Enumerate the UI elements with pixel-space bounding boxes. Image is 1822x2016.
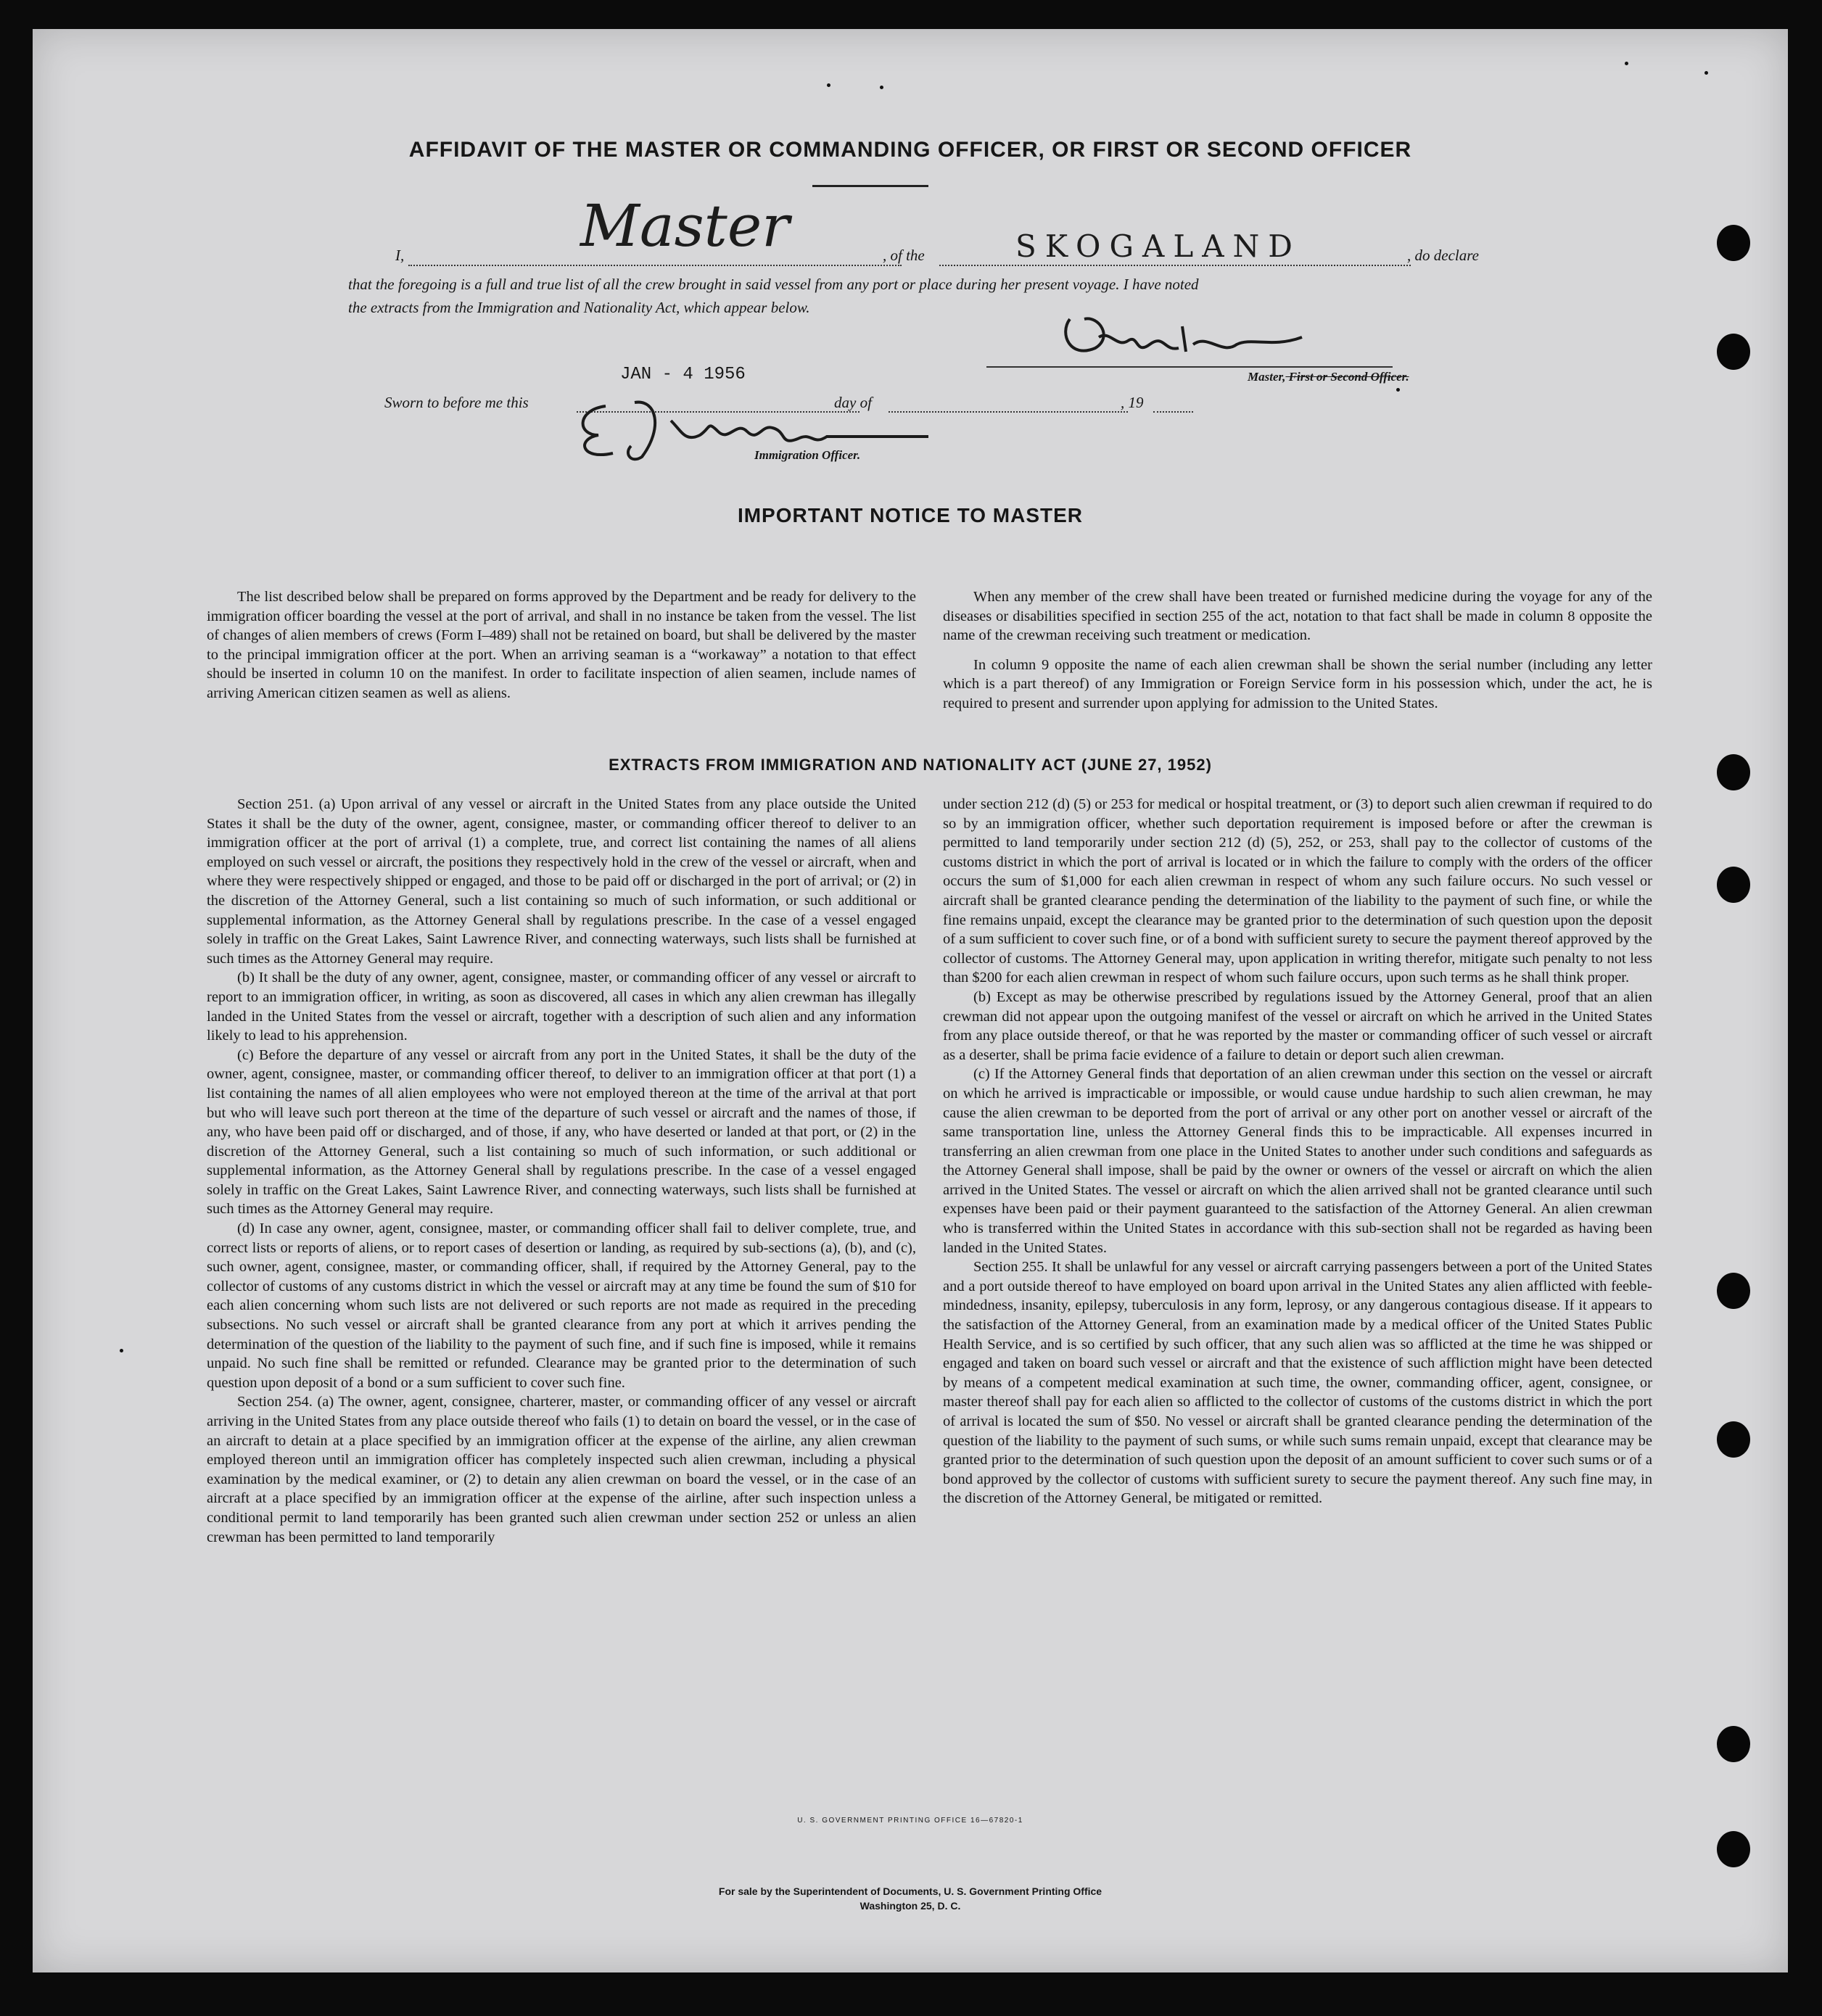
- notice-title: IMPORTANT NOTICE TO MASTER: [737, 504, 1084, 526]
- printing-office-line: U. S. GOVERNMENT PRINTING OFFICE 16—67820-1: [797, 1817, 1023, 1825]
- statute-paragraph: Section 254. (a) The owner, agent, consignee, charterer, master, or commanding officer of any vessel or aircraft arriving in the United States from any place outside thereof who fails (1) to detain on board the vessel, or in the case of an aircraft to detain at a place specified by an immigration officer at the expense of the airline, any alien crewman employed thereon until an immigration officer has completely inspected such alien crewman, including a physical examination by the medical examiner, or (2) to detain any alien crewman on board the vessel, or in the case of an aircraft at a place specified by an immigration officer at the expense of the airline, after such inspection unless a conditional permit to land temporarily has been granted such alien crewman under section 252 or unless an alien crewman has been permitted to land temporarily: [207, 1394, 916, 1545]
- date-stamp: JAN - 4 1956: [620, 365, 746, 384]
- year-prefix-label: , 19: [1121, 394, 1144, 411]
- ink-speck: [1704, 71, 1708, 75]
- statute-paragraph: (d) In case any owner, agent, consignee, master, or commanding officer shall fail to deliver complete, true, and correct lists or reports of aliens, or to report cases of desertion or landing, as required by sub-sections (a), (b), and (c), such owner, agent, consignee, master, or commanding officer, shall, if required by the Attorney General, pay to the collector of customs of any customs district in which the vessel or aircraft may at any time be found the sum of $10 for each alien concerning whom such lists are not delivered or such reports are not made as required in the preceding subsections. No such vessel or aircraft shall be granted clearance from any port at which it arrives pending the determination of the question of the liability to the payment of such fine, and if such fine is imposed, while it remains unpaid. No such fine shall be remitted or refunded. Clearance may be granted prior to the determination of such question upon deposit of a bond or a sum sufficient to cover such fine.: [207, 1220, 916, 1391]
- notice-right-column: [943, 587, 1652, 714]
- punch-hole: [1717, 334, 1750, 370]
- statute-paragraph: (c) If the Attorney General finds that deportation of an alien crewman under this section on the vessel or aircraft on which he arrived is impracticable or impossible, or would cause undue hardship to such alien crewman, he may cause the alien crewman to be deported from the port of arrival or any other port on another vessel or aircraft of the same transportation line, unless the Attorney General finds this to be impracticable. All expenses incurred in transferring an alien crewman from one place in the United States to another under such conditions and safeguards as the Attorney General shall impose, shall be paid by the owner or owners of the vessel or aircraft on which the alien arrived in the United States. The vessel or aircraft on which the alien arrived shall not be granted clearance until such expenses have been paid or their payment guaranteed to the satisfaction of the Attorney General. An alien crewman who is transferred within the United States in accordance with this sub-section shall not be regarded as having been landed in the United States.: [943, 1066, 1652, 1256]
- notice-paragraph: The list described below shall be prepared on forms approved by the Department and be ready for delivery to the immigration officer boarding the vessel at the port of arrival, and shall in no instance be taken from the vessel. The list of changes of alien members of crews (Form I–489) shall not be retained on board, but shall be delivered by the master to the principal immigration officer at the port. When an arriving seaman is a “workaway” a notation to that effect should be inserted in column 10 on the manifest. In order to facilitate inspection of alien seamen, include names of arriving American citizen seamen as well as aliens.: [207, 589, 916, 701]
- affidavit-title: AFFIDAVIT OF THE MASTER OR COMMANDING OFFICER, OR FIRST OR SECOND OFFICER: [408, 138, 1412, 162]
- vessel-line: [939, 265, 1411, 266]
- ink-speck: [827, 83, 830, 87]
- sale-notice-line-2: Washington 25, D. C.: [860, 1900, 961, 1912]
- day-of-label: day of: [834, 394, 872, 411]
- extracts-left-column: [207, 795, 916, 1547]
- master-signature-line: [986, 366, 1393, 368]
- vessel-handwriting: SKOGALAND: [1015, 228, 1301, 264]
- punch-hole: [1717, 1726, 1750, 1762]
- notice-left-column: [207, 587, 916, 703]
- do-declare-label: , do declare: [1407, 247, 1479, 264]
- sale-notice-line-1: For sale by the Superintendent of Documents, U. S. Government Printing Office: [718, 1885, 1102, 1897]
- ink-speck: [1396, 388, 1400, 392]
- notice-paragraph: In column 9 opposite the name of each alien crewman shall be shown the serial number (including any letter which is a part thereof) of any Immigration or Foreign Service form in his possession which, under the act, he is required to present and surrender upon applying for admission to the United States.: [943, 656, 1652, 711]
- affidavit-statement-line-1: that the foregoing is a full and true list of all the crew brought in said vessel from any port or place during her present voyage. I have noted: [348, 276, 1199, 293]
- sworn-label: Sworn to before me this: [384, 394, 529, 411]
- declarant-handwriting: Master: [580, 192, 790, 260]
- statute-paragraph: (b) Except as may be otherwise prescribed by regulations issued by the Attorney General, proof that an alien crewman did not appear upon the outgoing manifest of the vessel or aircraft on which he arrived in the United States from any place outside thereof, or that he was reported by the master or commanding officer of such vessel or aircraft as a deserter, shall be prima facie evidence of a failure to detain or deport such alien crewman.: [943, 988, 1652, 1063]
- punch-hole: [1717, 225, 1750, 261]
- ink-speck: [1625, 62, 1628, 65]
- ink-speck: [880, 86, 883, 89]
- extracts-title: EXTRACTS FROM IMMIGRATION AND NATIONALITY ACT (JUNE 27, 1952): [609, 756, 1212, 774]
- title-divider: [812, 185, 928, 187]
- extracts-right-column: [943, 795, 1652, 1508]
- i-label: I,: [395, 247, 405, 264]
- punch-hole: [1717, 1273, 1750, 1309]
- declarant-line: [408, 265, 902, 266]
- notice-paragraph: When any member of the crew shall have been treated or furnished medicine during the voyage for any of the diseases or disabilities specified in section 255 of the act, notation to that fact shall be made in column 8 opposite the name of the crewman receiving such treatment or medication.: [943, 589, 1652, 644]
- affidavit-statement-line-2: the extracts from the Immigration and Nationality Act, which appear below.: [348, 299, 810, 316]
- punch-hole: [1717, 1421, 1750, 1458]
- punch-hole: [1717, 867, 1750, 903]
- caption-text: Master, First or Second Officer.: [1248, 370, 1409, 384]
- punch-hole: [1717, 1831, 1750, 1867]
- of-the-label: , of the: [883, 247, 925, 264]
- ink-speck: [120, 1349, 123, 1352]
- sworn-year-line: [1153, 411, 1193, 413]
- officer-caption: Immigration Officer.: [754, 448, 861, 462]
- master-signature: [1055, 305, 1324, 370]
- statute-paragraph: Section 255. It shall be unlawful for any vessel or aircraft carrying passengers between a port of the United States and a port outside thereof to have employed on board upon arrival in the United States any alien afflicted with feeble-mindedness, insanity, epilepsy, tuberculosis in any form, leprosy, or any dangerous contagious disease. If it appears to the satisfaction of the Attorney General, from an examination made by a medical officer of the United States Public Health Service, and is so certified by such officer, that any such alien was so afflicted at the time he was shipped or engaged and taken on board such vessel or aircraft and that the existence of such affliction might have been detected by means of a competent medical examination at such time, the owner, commanding officer, agent, consignee, or master thereof shall pay for each alien so afflicted to the collector of customs of the customs district in which the port of arrival is located the sum of $50. No vessel or aircraft shall be granted clearance pending the determination of the question of the liability to the payment of such sums, or while such sums remain unpaid, except that clearance may be granted prior to the determination of such question upon the deposit of an amount sufficient to cover such sums or of a bond approved by the collector of customs with sufficient surety to secure the payment thereof. Any such fine may, in the discretion of the Attorney General, be mitigated or remitted.: [943, 1259, 1652, 1507]
- statute-paragraph: under section 212 (d) (5) or 253 for medical or hospital treatment, or (3) to deport such alien crewman if required to do so by an immigration officer, whether such deportation requirement is imposed before or after the crewman is permitted to land temporarily under section 212 (d) (5), 252, or 253, shall pay to the collector of customs of the customs district in which the port of arrival is located or in which the failure to comply with the orders of the officer occurs the sum of $1,000 for each alien crewman in respect of whom any such failure occurs. No such vessel or aircraft shall be granted clearance pending the determination of the liability to the payment of such fine, or while the fine remains unpaid, except the clearance may be granted prior to the determination of such question upon the deposit of a sum sufficient to cover such fine, or of a bond with sufficient surety to secure the payment thereof approved by the collector of customs. The Attorney General may, upon application in writing therefor, mitigate such penalty to not less than $200 for each alien crewman in respect of whom such failure occurs, upon such terms as he shall think proper.: [943, 796, 1652, 986]
- statute-paragraph: (b) It shall be the duty of any owner, agent, consignee, master, or commanding officer of any vessel or aircraft to report to an immigration officer, in writing, as soon as discovered, all cases in which any alien crewman has illegally landed in the United States from the vessel or aircraft, together with a description of such alien and any information likely to lead to his apprehension.: [207, 970, 916, 1044]
- statute-paragraph: Section 251. (a) Upon arrival of any vessel or aircraft in the United States from any place outside the United States it shall be the duty of the owner, agent, consignee, master, or commanding officer thereof to deliver to an immigration officer at the port of arrival (1) a complete, true, and correct list containing the names of all aliens employed on such vessel or aircraft, the positions they respectively hold in the crew of the vessel or aircraft, when and where they were respectively shipped or engaged, and those to be paid off or discharged in the port of arrival; or (2) in the discretion of the Attorney General, such a list containing so much of such information, or such additional or supplemental information, as the Attorney General shall by regulations prescribe. In the case of a vessel engaged solely in traffic on the Great Lakes, Saint Lawrence River, and connecting waterways, such lists shall be furnished at such times as the Attorney General may require.: [207, 796, 916, 967]
- document-page: [33, 29, 1788, 1972]
- officer-signature: [562, 392, 939, 471]
- statute-paragraph: (c) Before the departure of any vessel or aircraft from any port in the United States, it shall be the duty of the owner, agent, consignee, master, or commanding officer thereof, to deliver to an immigration officer at that port (1) a list containing the names of all alien employees who were not employed thereon at the time of the arrival at that port but who will leave such port thereon at the time of the departure of such vessel or aircraft and the names of those, if any, who have been paid off or discharged, and of those, if any, who have deserted or landed at that port, or (2) in the discretion of the Attorney General, such a list containing so much of such information, or such additional or supplemental information, as the Attorney General shall by regulations prescribe. In the case of a vessel engaged solely in traffic on the Great Lakes, Saint Lawrence River, and connecting waterways, such lists shall be furnished at such times as the Attorney General may require.: [207, 1046, 916, 1218]
- master-signature-caption: [1248, 370, 1409, 384]
